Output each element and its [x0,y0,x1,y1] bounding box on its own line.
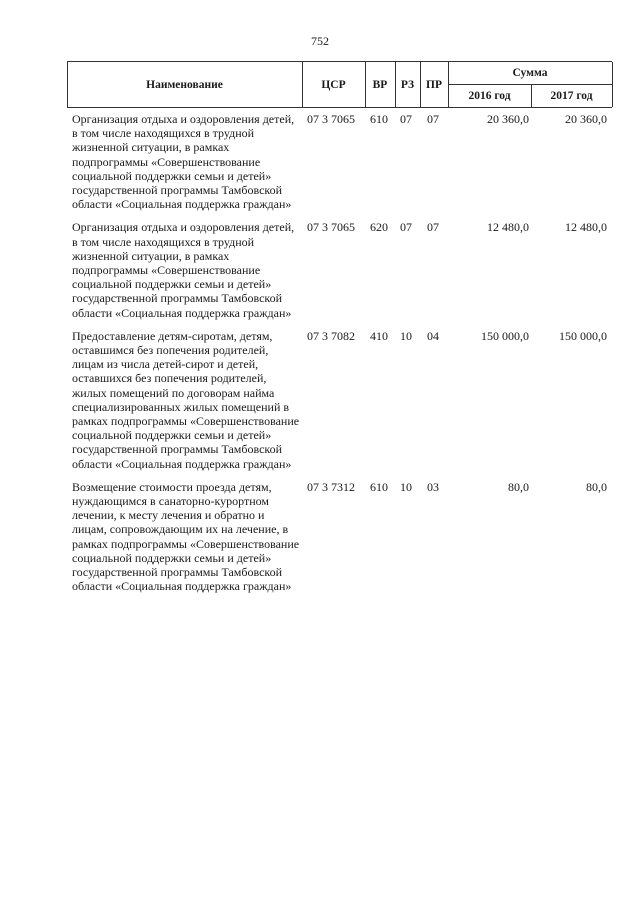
row-pr: 03 [427,479,439,494]
row-sum-2017: 12 480,0 [565,220,607,235]
header-year-2017: 2017 год [550,89,593,102]
row-rz: 07 [400,220,412,235]
row-vr: 620 [370,220,388,235]
header-vr: ВР [372,78,388,91]
table-body [67,112,612,594]
row-sum-2017: 80,0 [586,479,607,494]
table-row [67,480,612,594]
row-csr: 07 3 7082 [307,328,355,343]
table-row [67,220,612,319]
row-sum-2016: 20 360,0 [487,112,529,126]
row-csr: 07 3 7065 [307,220,355,235]
row-name: Возмещение стоимости проезда детям, нуждающимся в санаторно-курортном лечении, к месту лечения и обратно и лицам, сопровождающим их на лечение, в рамках подпрограммы «Совершенствование социальной поддержки семьи и детей» государственной программы Тамбовской области «Социальная поддержка граждан» [72,479,300,594]
row-sum-2016: 12 480,0 [487,220,529,235]
row-name: Предоставление детям-сиротам, детям, оставшимся без попечения родителей, лицам из числа детей-сирот и детей, оставшихся без попечения родителей, жилых помещений по договорам найма специализированных жилых помещений в рамках подпрограммы «Совершенствование социальной поддержки семьи и детей» государственной программы Тамбовской области «Социальная поддержка граждан» [72,328,300,471]
row-sum-2017: 20 360,0 [565,112,607,126]
row-rz: 07 [400,112,412,126]
row-pr: 04 [427,328,439,343]
row-vr: 610 [370,112,388,126]
row-csr: 07 3 7065 [307,112,355,126]
header-name: Наименование [146,78,223,91]
table-header [67,61,612,108]
row-name: Организация отдыха и оздоровления детей, в том числе находящихся в трудной жизненной ситуации, в рамках подпрограммы «Совершенствование социальной поддержки семьи и детей» государственной программы Тамбовской области «Социальная поддержка граждан» [72,220,295,320]
header-csr: ЦСР [321,78,346,91]
row-vr: 610 [370,479,388,494]
header-sum: Сумма [512,67,548,79]
header-rz: РЗ [400,78,415,91]
row-name: Организация отдыха и оздоровления детей, в том числе находящихся в трудной жизненной ситуации, в рамках подпрограммы «Совершенствование социальной поддержки семьи и детей» государственной программы Тамбовской области «Социальная поддержка граждан» [72,112,295,212]
table-row [67,112,612,211]
row-rz: 10 [400,328,412,343]
row-sum-2017: 150 000,0 [559,328,607,343]
header-pr: ПР [426,78,442,91]
row-vr: 410 [370,328,388,343]
row-pr: 07 [427,112,439,126]
page-number: 752 [311,34,329,48]
row-sum-2016: 150 000,0 [481,328,529,343]
row-pr: 07 [427,220,439,235]
row-rz: 10 [400,479,412,494]
header-year-2016: 2016 год [468,89,511,102]
row-csr: 07 3 7312 [307,479,355,494]
table-row [67,329,612,471]
row-sum-2016: 80,0 [508,479,529,494]
